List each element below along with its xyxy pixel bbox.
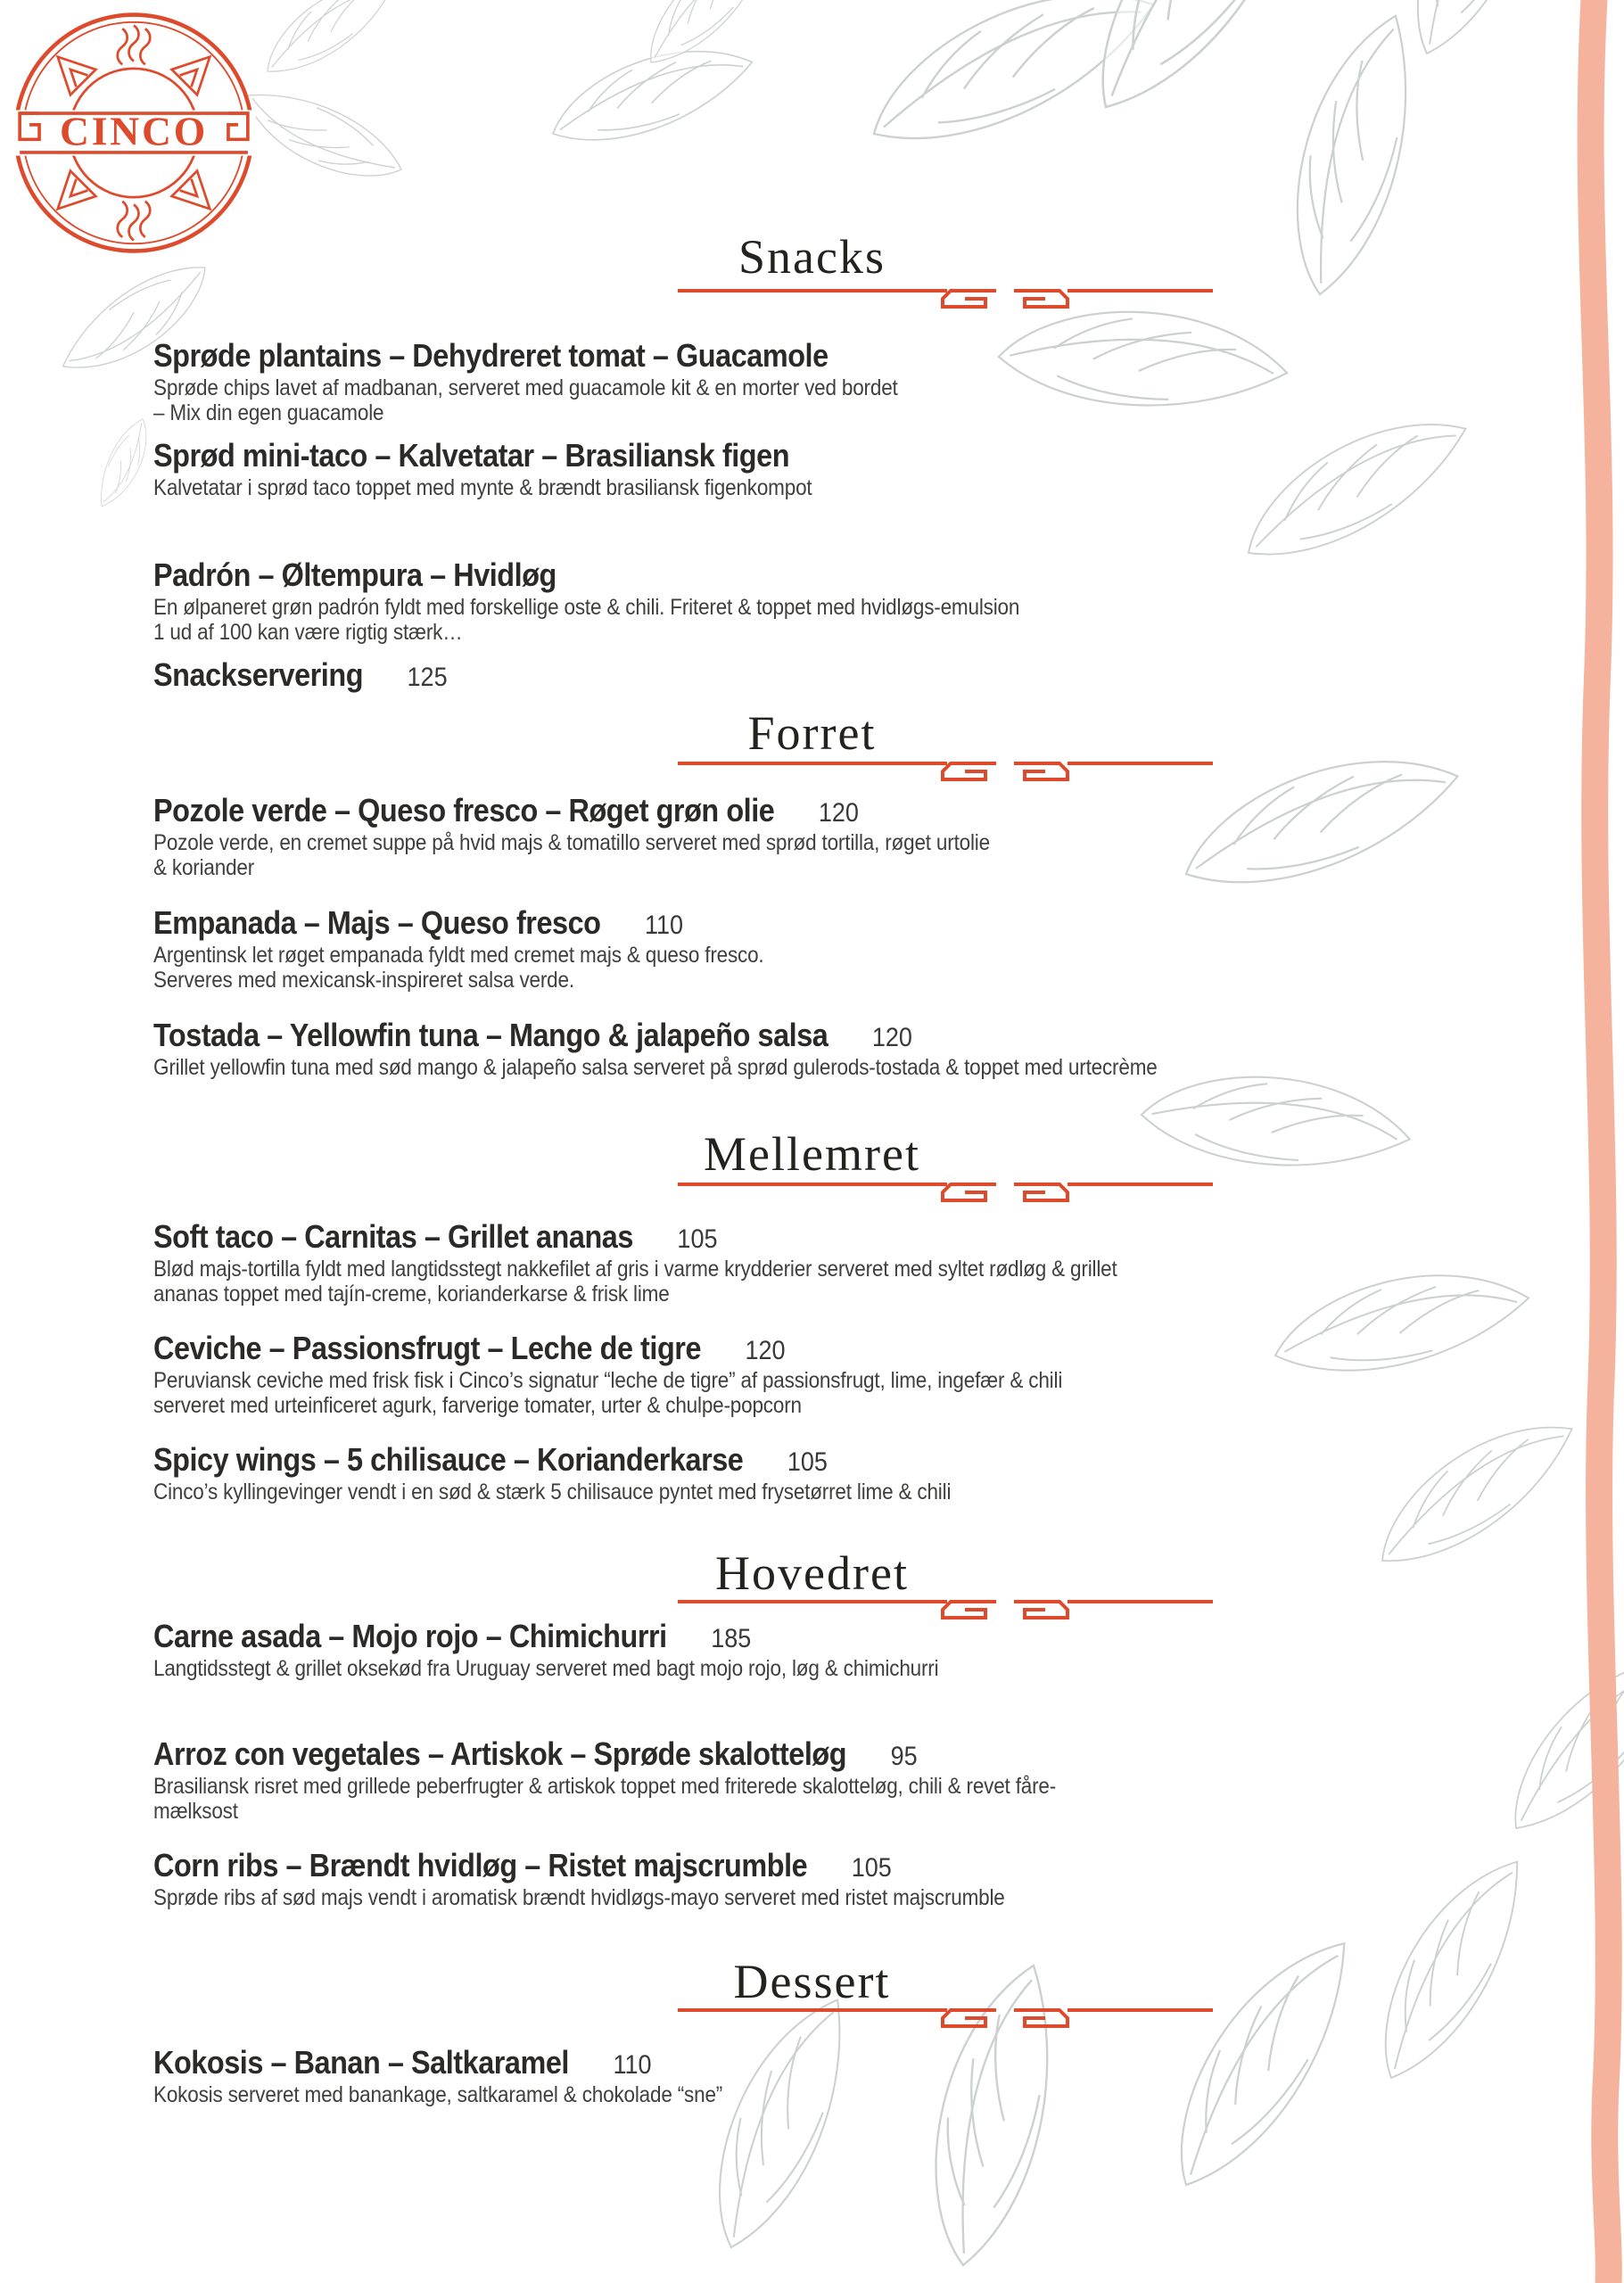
dish-title: Kokosis – Banan – Saltkaramel — [153, 2044, 569, 2081]
dish-price: 105 — [677, 1224, 718, 1254]
menu-item — [153, 1330, 1357, 1418]
dish-description-line: ananas toppet med tajín-creme, korianderkarse & frisk lime — [153, 1281, 670, 1306]
menu-item — [153, 792, 1357, 880]
dish-description-line: Serveres med mexicansk-inspireret salsa verde. — [153, 967, 574, 993]
dish-title: Empanada – Majs – Queso fresco — [153, 904, 601, 941]
dish-price: 95 — [890, 1742, 918, 1771]
dish-description-line: Sprøde chips lavet af madbanan, serveret med guacamole kit & en morter ved bordet — [153, 375, 898, 400]
menu-item — [153, 904, 1357, 993]
heading-ornament — [678, 1181, 1213, 1211]
dish-description-line: Peruviansk ceviche med frisk fisk i Cinco’s signatur “leche de tigre” af passionsfrugt, lime, ingefær & chili — [153, 1368, 1063, 1393]
dish-price: 185 — [711, 1624, 752, 1653]
dish-description-line: – Mix din egen guacamole — [153, 400, 384, 425]
section-heading: Hovedret — [715, 1546, 909, 1600]
dish-description-line: Grillet yellowfin tuna med sød mango & jalapeño salsa serveret på sprød gulerods-tostada & toppet med urtecrème — [153, 1055, 1158, 1080]
logo-text: CINCO — [60, 108, 208, 154]
heading-ornament — [678, 2007, 1213, 2037]
menu-item — [153, 1441, 1357, 1505]
menu-item — [153, 1847, 1357, 1911]
dish-title: Snackservering — [153, 656, 364, 693]
dish-description-line: Langtidsstegt & grillet oksekød fra Uruguay serveret med bagt mojo rojo, løg & chimichurri — [153, 1656, 939, 1681]
dish-description-line: Sprøde ribs af sød majs vendt i aromatisk brændt hvidløgs-mayo serveret med ristet majscrumble — [153, 1885, 1005, 1910]
dish-price: 120 — [871, 1023, 912, 1052]
dish-title: Corn ribs – Brændt hvidløg – Ristet majscrumble — [153, 1847, 808, 1883]
dish-price: 120 — [745, 1336, 786, 1365]
dish-title: Ceviche – Passionsfrugt – Leche de tigre — [153, 1330, 702, 1366]
dish-title: Tostada – Yellowfin tuna – Mango & jalapeño salsa — [153, 1017, 828, 1053]
dish-description-line: mælksost — [153, 1798, 238, 1824]
dish-price: 105 — [851, 1853, 892, 1883]
dish-price: 125 — [407, 663, 448, 692]
dish-title: Padrón – Øltempura – Hvidløg — [153, 556, 556, 593]
dish-title: Carne asada – Mojo rojo – Chimichurri — [153, 1618, 667, 1654]
dish-description-line: Argentinsk let røget empanada fyldt med cremet majs & queso fresco. — [153, 943, 764, 968]
section-heading: Mellemret — [704, 1127, 920, 1181]
section-heading: Forret — [747, 706, 877, 760]
dish-description-line: Blød majs-tortilla fyldt med langtidsstegt nakkefilet af gris i varme krydderier serveret med syltet rødløg & grillet — [153, 1257, 1117, 1282]
dish-description-line: serveret med urteinficeret agurk, farverige tomater, urter & chulpe-popcorn — [153, 1392, 802, 1418]
menu-item — [153, 337, 1357, 425]
menu-item — [153, 1218, 1357, 1306]
menu-item — [153, 556, 1357, 645]
heading-ornament — [678, 760, 1213, 790]
menu-item — [153, 1017, 1357, 1081]
dish-price: 105 — [787, 1447, 828, 1477]
dish-title: Arroz con vegetales – Artiskok – Sprøde skalotteløg — [153, 1735, 847, 1772]
dish-title: Soft taco – Carnitas – Grillet ananas — [153, 1218, 633, 1255]
dish-description-line: En ølpaneret grøn padrón fyldt med forskellige oste & chili. Friteret & toppet med hvidløgs-emulsion — [153, 595, 1020, 620]
dish-price: 110 — [613, 2050, 652, 2080]
dish-description-line: Brasiliansk risret med grillede peberfrugter & artiskok toppet med friterede skalotteløg, chili & revet fåre- — [153, 1774, 1057, 1799]
dish-title: Pozole verde – Queso fresco – Røget grøn olie — [153, 792, 775, 828]
dish-title: Spicy wings – 5 chilisauce – Korianderkarse — [153, 1441, 744, 1478]
section-heading: Dessert — [733, 1955, 891, 2008]
menu-item — [153, 1618, 1357, 1682]
dish-price: 110 — [645, 911, 684, 940]
section-heading: Snacks — [738, 230, 886, 284]
restaurant-logo — [12, 11, 256, 255]
menu-item — [153, 656, 1357, 696]
dish-description-line: Pozole verde, en cremet suppe på hvid majs & tomatillo serveret med sprød tortilla, røget urtolie — [153, 830, 990, 855]
dish-description-line: & koriander — [153, 854, 255, 880]
dish-title: Sprød mini-taco – Kalvetatar – Brasiliansk figen — [153, 437, 790, 474]
dish-description-line: 1 ud af 100 kan være rigtig stærk… — [153, 619, 463, 645]
dish-description-line: Kokosis serveret med banankage, saltkaramel & chokolade “sne” — [153, 2082, 723, 2107]
menu-item — [153, 437, 1357, 501]
dish-description-line: Kalvetatar i sprød taco toppet med mynte & brændt brasiliansk figenkompot — [153, 475, 812, 500]
dish-price: 120 — [818, 798, 859, 828]
dish-description-line: Cinco’s kyllingevinger vendt i en sød & stærk 5 chilisauce pyntet med frysetørret lime & chili — [153, 1479, 952, 1504]
heading-ornament — [678, 287, 1213, 317]
dish-title: Sprøde plantains – Dehydreret tomat – Guacamole — [153, 337, 828, 374]
menu-item — [153, 1735, 1357, 1824]
menu-item — [153, 2044, 1357, 2108]
